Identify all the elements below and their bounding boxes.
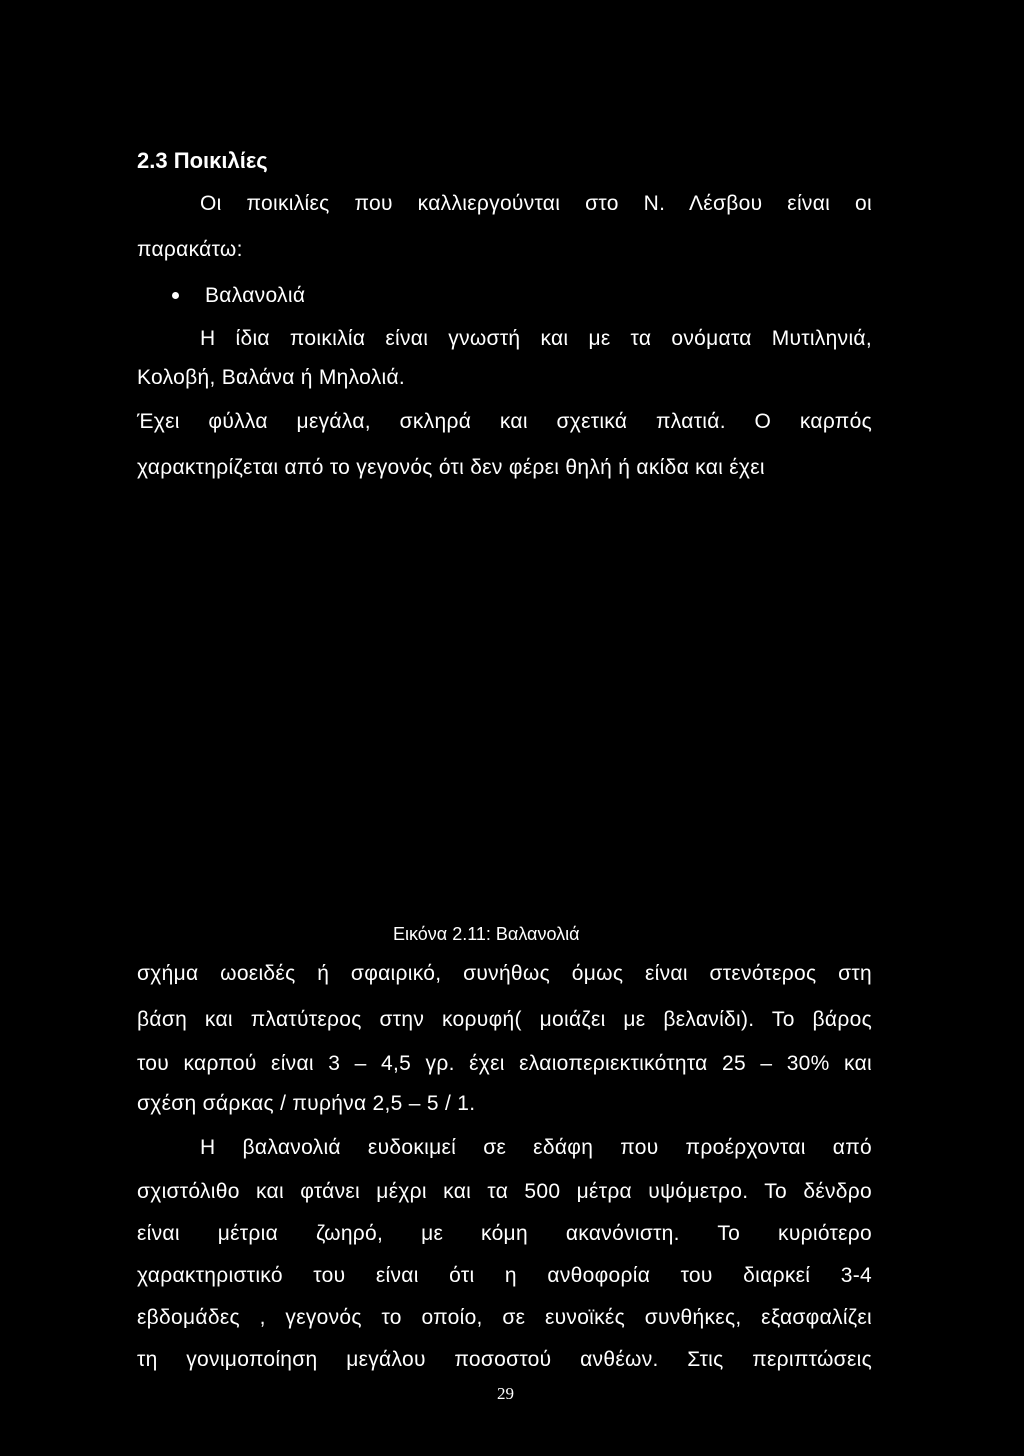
variety-name: Βαλανολιά: [205, 284, 306, 307]
cultivation-line-6: τη γονιμοποίηση μεγάλου ποσοστού ανθέων. Στις περιπτώσεις: [137, 1348, 872, 1371]
page-number: 29: [497, 1384, 514, 1403]
cultivation-line-5: εβδομάδες , γεγονός το οποίο, σε ευνοϊκές συνθήκες, εξασφαλίζει: [137, 1306, 872, 1329]
section-heading: 2.3 Ποικιλίες: [137, 148, 268, 173]
continuation-line-2: βάση και πλατύτερος στην κορυφή( μοιάζει με βελανίδι). Το βάρος: [137, 1008, 872, 1031]
cultivation-line-4: χαρακτηριστικό του είναι ότι η ανθοφορία του διαρκεί 3-4: [137, 1264, 872, 1287]
cultivation-line-2: σχιστόλιθο και φτάνει μέχρι και τα 500 μέτρα υψόμετρο. Το δένδρο: [137, 1180, 872, 1203]
figure-image-area: [137, 500, 872, 910]
intro-line-1: Οι ποικιλίες που καλλιεργούνται στο Ν. Λέσβου είναι οι: [200, 192, 872, 215]
bullet-icon: [172, 292, 179, 299]
cultivation-line-1: Η βαλανολιά ευδοκιμεί σε εδάφη που προέρχονται από: [200, 1136, 872, 1159]
variety-paragraph-2-line-2: χαρακτηρίζεται από το γεγονός ότι δεν φέρει θηλή ή ακίδα και έχει: [137, 456, 765, 479]
cultivation-line-3: είναι μέτρια ζωηρό, με κόμη ακανόνιστη. Το κυριότερο: [137, 1222, 872, 1245]
variety-paragraph-1-line-2: Κολοβή, Βαλάνα ή Μηλολιά.: [137, 366, 406, 389]
continuation-line-1: σχήμα ωοειδές ή σφαιρικό, συνήθως όμως είναι στενότερος στη: [137, 962, 872, 985]
figure-caption: Εικόνα 2.11: Βαλανολιά: [393, 924, 580, 944]
continuation-line-3: του καρπού είναι 3 – 4,5 γρ. έχει ελαιοπεριεκτικότητα 25 – 30% και: [137, 1052, 872, 1075]
continuation-line-4: σχέση σάρκας / πυρήνα 2,5 – 5 / 1.: [137, 1092, 476, 1115]
variety-paragraph-2-line-1: Έχει φύλλα μεγάλα, σκληρά και σχετικά πλατιά. Ο καρπός: [137, 410, 872, 433]
intro-line-2: παρακάτω:: [137, 238, 243, 261]
variety-paragraph-1-line-1: Η ίδια ποικιλία είναι γνωστή και με τα ονόματα Μυτιληνιά,: [200, 327, 872, 350]
